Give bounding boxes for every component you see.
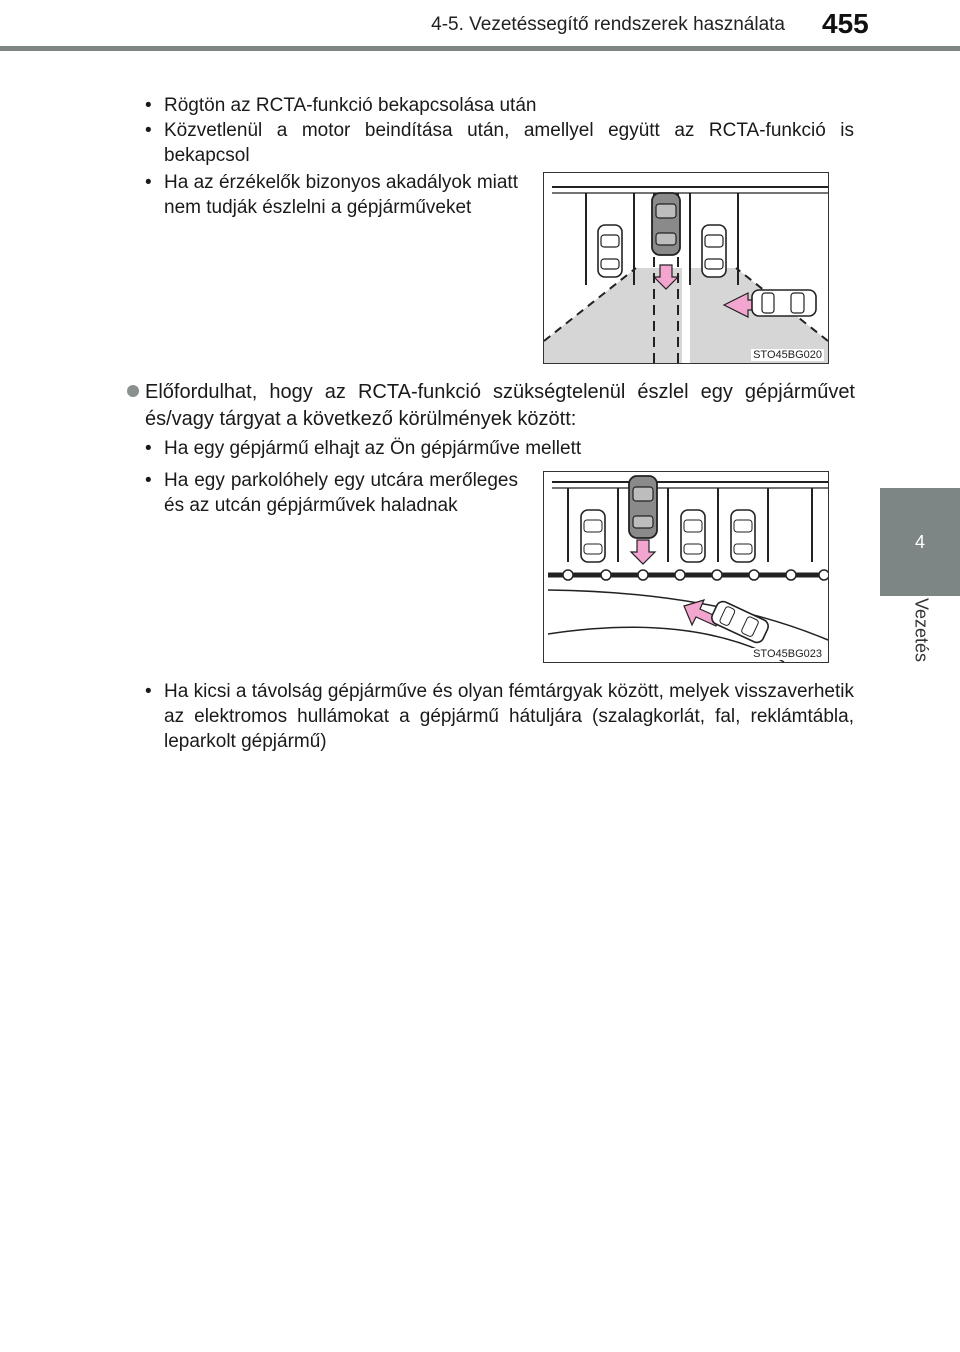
bullet-text-2: Közvetlenül a motor beindítása után, amellyel együtt az RCTA-funkció is bekapcsol: [164, 120, 854, 166]
parking-diagram-1: [544, 173, 828, 363]
bullet-text-fig2: Ha egy parkolóhely egy utcára merőleges és az utcán gépjárművek haladnak: [164, 470, 518, 516]
bullet-text-passing: Ha egy gépjármű elhajt az Ön gépjárműve mellett: [164, 438, 582, 459]
chapter-label: Vezetés: [911, 598, 932, 663]
bullet-dot: •: [145, 172, 152, 193]
section-title: 4-5. Vezetéssegítő rendszerek használata: [431, 14, 785, 35]
bullet-dot: •: [145, 438, 152, 459]
figure-rcta-obstacle: [543, 172, 829, 364]
bullet-text-fig1: Ha az érzékelők bizonyos akadályok miatt nem tudják észlelni a gépjárműveket: [164, 172, 518, 218]
chapter-tab[interactable]: [880, 488, 960, 596]
figure-code: STO45BG023: [753, 648, 822, 660]
main-point-text: Előfordulhat, hogy az RCTA-funkció szükségtelenül észlel egy gépjárművet és/vagy tárgyat a következő körülmények között:: [145, 381, 855, 430]
bullet-dot: •: [145, 681, 152, 702]
bullet-dot: •: [145, 120, 152, 141]
bullet-dot: •: [145, 95, 152, 116]
page-number: 455: [822, 8, 869, 39]
header-rule: [0, 46, 960, 51]
bullet-text-1: Rögtön az RCTA-funkció bekapcsolása után: [164, 95, 537, 116]
figure-code: STO45BG020: [753, 349, 822, 361]
chapter-number: 4: [914, 531, 925, 552]
bullet-text-last: Ha kicsi a távolság gépjárműve és olyan fémtárgyak között, melyek visszaverhetik az elektromos hullámokat a gépjármű hátuljára (szalagkorlát, fal, reklámtábla, leparkolt gépjármű): [164, 681, 854, 752]
parking-diagram-2: [544, 472, 828, 662]
circle-bullet-icon: [127, 385, 139, 397]
bullet-dot: •: [145, 470, 152, 491]
figure-perpendicular-parking: [543, 471, 829, 663]
